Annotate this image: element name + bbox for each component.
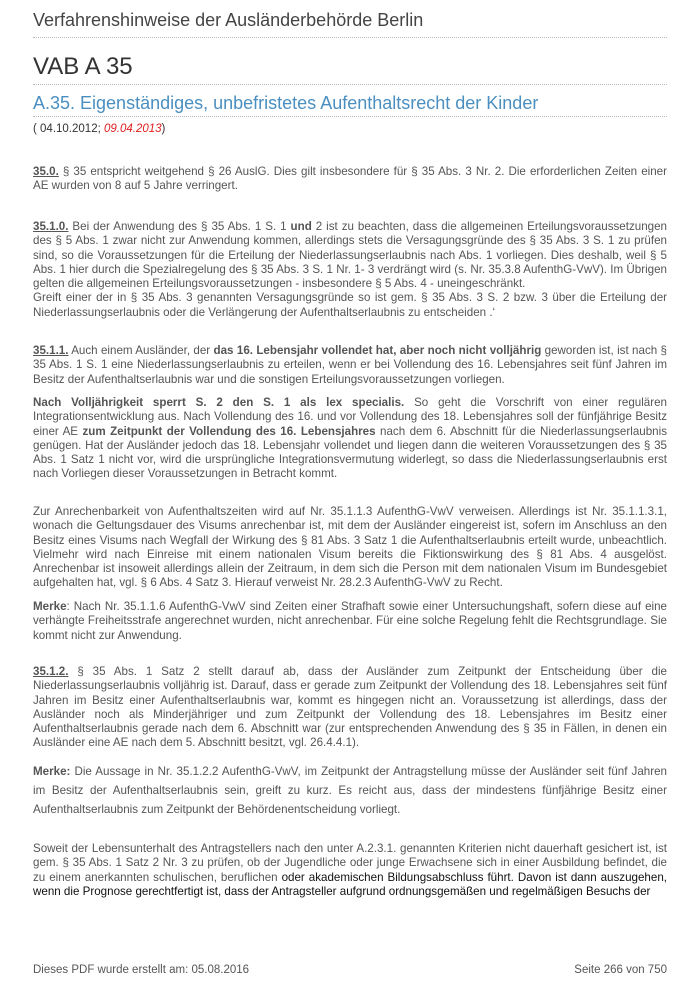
header-divider	[33, 37, 667, 38]
revision-dates: ( 04.10.2012; 09.04.2013)	[33, 123, 166, 135]
paragraph-number: 35.1.0.	[33, 220, 69, 233]
paragraph-number: 35.0.	[33, 165, 59, 178]
paragraph-number: 35.1.2.	[33, 665, 69, 678]
footer-created-date: Dieses PDF wurde erstellt am: 05.08.2016	[33, 964, 250, 976]
document-header-title: Verfahrenshinweise der Ausländerbehörde Berlin	[33, 10, 424, 30]
paragraph-number: 35.1.1.	[33, 344, 69, 357]
paragraph-35-0: 35.0. § 35 entspricht weitgehend § 26 AuslG. Dies gilt insbesondere für § 35 Abs. 3 Nr. 2. Die erforderlichen Zeiten einer AE wurden von 8 auf 5 Jahre verringert.	[33, 165, 667, 193]
paragraph-35-1-0: 35.1.0. Bei der Anwendung des § 35 Abs. 1 S. 1 und 2 ist zu beachten, dass die allgemeinen Erteilungsvoraussetzungen des § 5 Abs. 1 zwar nicht zur Anwendung kommen, allerdings stets die Versagungsgründe des § 35 Abs. 3 S. 1 zu prüfen sind, so die Voraussetzungen für die Erteilung der Niederlassungserlaubnis nach Abs. 1 vorliegen. Dies deshalb, weil § 5 Abs. 1 hier durch die Spezialregelung des § 35 Abs. 3 S. 1 Nr. 1- 3 verdrängt wird (s. Nr. 35.3.8 AufenthG-VwV). Im Übrigen gelten die allgemeinen Erteilungsvoraussetzungen - insbesondere § 5 Abs. 4 - uneingeschränkt. Greift einer der in § 35 Abs. 3 genannten Versagungsgründe so ist gem. § 35 Abs. 3 S. 2 bzw. 3 über die Erteilung der Niederlassungserlaubnis oder die Verlängerung der Aufenthaltserlaubnis zu entscheiden .‘	[33, 220, 667, 319]
paragraph-lex-specialis: Nach Volljährigkeit sperrt S. 2 den S. 1 als lex specialis. So geht die Vorschrift von einer regulären Integrationsentwicklung aus. Nach Vollendung des 16. und vor Vollendung des 18. Lebensjahres soll der fünfjährige Besitz einer AE zum Zeitpunkt der Vollendung des 16. Lebensjahres nach dem 6. Abschnitt für die Niederlassungserlaubnis genügen. Hat der Ausländer jedoch das 18. Lebensjahr vollendet und liegen dann die weiteren Voraussetzungen des § 35 Abs. 1 Satz 1 nicht vor, wird die ursprüngliche Integrationsvermutung widerlegt, so dass die Niederlassungserlaubnis erst nach Vorliegen dieser Voraussetzungen in Betracht kommt.	[33, 396, 668, 481]
paragraph-35-1-2: 35.1.2. § 35 Abs. 1 Satz 2 stellt darauf ab, dass der Ausländer zum Zeitpunkt der Entscheidung über die Niederlassungserlaubnis volljährig ist. Darauf, dass er gerade zum Zeitpunkt der Vollendung des 18. Lebensjahres seit fünf Jahren im Besitz einer Aufenthaltserlaubnis war, kommt es hingegen nicht an. Voraussetzung ist allerdings, dass der Ausländer noch als Minderjähriger und zum Zeitpunkt der Vollendung des 18. Lebensjahres im Besitz einer Aufenthaltserlaubnis gerade nach dem 6. Abschnitt war (zur entsprechenden Anwendung des § 35 in Fällen, in denen ein Ausländer eine AE nach dem 5. Abschnitt besitzt, vgl. 26.4.4.1).	[33, 665, 667, 750]
paragraph-35-1-1: 35.1.1. Auch einem Ausländer, der das 16. Lebensjahr vollendet hat, aber noch nicht volljährig geworden ist, ist nach § 35 Abs. 1 S. 1 eine Niederlassungserlaubnis zu erteilen, wenn er bei Vollendung des 16. Lebensjahres seit fünf Jahren im Besitz der Aufenthaltserlaubnis war und die sonstigen Erteilungsvoraussetzungen vorliegen.	[33, 344, 667, 386]
paragraph-lebensunterhalt: Soweit der Lebensunterhalt des Antragstellers nach den unter A.2.3.1. genannten Kriterien nicht dauerhaft gesichert ist, ist gem. § 35 Abs. 1 Satz 2 Nr. 3 zu prüfen, ob der Jugendliche oder junge Erwachsene sich in einer Ausbildung befindet, die zu einem anerkannten schulischen, beruflichen oder akademischen Bildungsabschluss führt. Davon ist dann auszugehen, wenn die Prognose gerechtfertigt ist, dass der Antragsteller aufgrund ordnungsgemäßen und regelmäßigen Besuchs der	[33, 842, 667, 898]
section-title: A.35. Eigenständiges, unbefristetes Aufenthaltsrecht der Kinder	[33, 93, 539, 113]
revision-date-1: 04.10.2012;	[40, 123, 104, 135]
revision-date-2: 09.04.2013	[103, 123, 162, 135]
paragraph-merke-strafhaft: Merke: Nach Nr. 35.1.1.6 AufenthG-VwV sind Zeiten einer Strafhaft sowie einer Untersuchungshaft, sofern diese auf eine verhängte Freiheitsstrafe angerechnet wurden, nicht anrechenbar. Für eine solche Regelung fehlt die Rechtsgrundlage. Sie kommt nicht zur Anwendung.	[33, 600, 667, 642]
footer-page-number: Seite 266 von 750	[574, 964, 667, 976]
paragraph-anrechenbarkeit: Zur Anrechenbarkeit von Aufenthaltszeiten wird auf Nr. 35.1.1.3 AufenthG-VwV verweisen. Allerdings ist Nr. 35.1.1.3.1, wonach die Geltungsdauer des Visums anrechenbar ist, mit dem der Ausländer eingereist ist, sofern im Anschluss an den Besitz eines Visums nach Wegfall der Wirkung des § 81 Abs. 3 Satz 1 die Aufenthaltserlaubnis erteilt wurde, unbeachtlich. Vielmehr wird nach Einreise mit einem nationalen Visum bereits die Fiktionswirkung des § 81 Abs. 4 ausgelöst. Anrechenbar ist insoweit allerdings allein der Zeitraum, in dem sich die Person mit dem nationalen Visum im Bundesgebiet aufgehalten hat, vgl. § 6 Abs. 4 Satz 3. Hierauf verweist Nr. 28.2.3 AufenthG-VwV zu Recht.	[33, 505, 667, 590]
section-divider	[33, 116, 667, 117]
paragraph-merke-besitz: Merke: Die Aussage in Nr. 35.1.2.2 AufenthG-VwV, im Zeitpunkt der Antragstellung müsse der Ausländer seit fünf Jahren im Besitz der Aufenthaltserlaubnis sein, greift zu kurz. Es reicht aus, dass der mindestens fünfjährige Besitz einer Aufenthaltserlaubnis zum Zeitpunkt der Behördenentscheidung vorliegt.	[33, 765, 667, 817]
doc-id-divider	[33, 84, 667, 85]
doc-id-heading: VAB A 35	[33, 53, 133, 80]
